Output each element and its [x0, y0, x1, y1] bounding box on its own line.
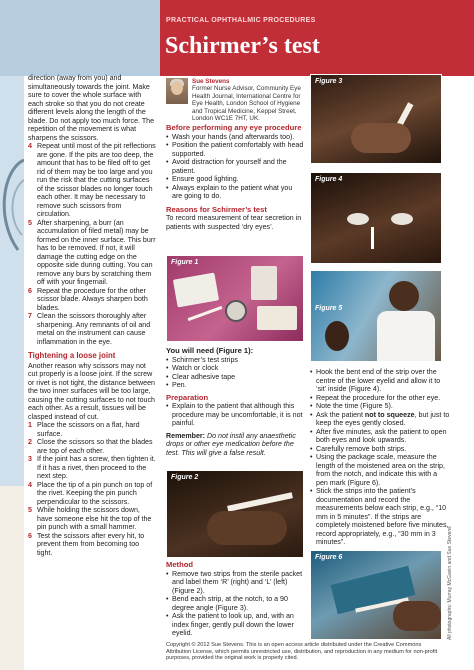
reasons-text: To record measurement of tear secretion in patients with suspected ‘dry eyes’.	[166, 214, 302, 231]
scissors-ring-graphic	[0, 150, 24, 260]
method-section	[166, 561, 304, 638]
pen	[188, 306, 223, 321]
list-item: • Explain to the patient that although this procedure may be uncomfortable, it is not painful.	[166, 402, 304, 428]
author-bio: Former Nurse Advisor, Community Eye Health Journal, International Centre for Eye Health, London School of Hygiene and Tropical Medicine, Keppel Street, London WC1E 7HT, UK.	[192, 85, 301, 123]
list-item: • Hook the bent end of the strip over the centre of the lower eyelid and allow it to ‘sit’ inside (Figure 4).	[310, 368, 450, 394]
left-photo-strip	[0, 76, 24, 486]
list-item: • Clear adhesive tape	[166, 373, 304, 382]
page-title: Schirmer’s test	[165, 33, 320, 59]
list-item: 4 Place the tip of a pin punch on top of the rivet. Keeping the pin punch perpendicular to the scissors.	[28, 480, 153, 506]
list-item: 1 Place the scissors on a flat, hard surface.	[28, 421, 140, 438]
loose-joint-intro: Another reason why scissors may not cut properly is a loose joint. If the screw or rivet is not tight, the distance between the two inner surfaces will be too large, causing the cutting surfaces to not touch each other. As a result, tissues will be clasped instead of cut.	[28, 361, 155, 421]
left-column	[0, 0, 160, 670]
list-item: • Pen.	[166, 381, 304, 390]
figure-2-photo	[166, 470, 304, 558]
figure-6-photo	[310, 550, 442, 640]
hand	[393, 601, 441, 631]
author-name: Sue Stevens	[192, 78, 230, 85]
list-item: • After five minutes, ask the patient to open both eyes and look upwards.	[310, 428, 450, 445]
copyright-notice: Copyright © 2012 Sue Stevens. This is an open access article distributed under the Creative Commons Attribution License, which permits unrestricted use, distribution, and reproduction in any medium for non-profit purposes, provided the original work is properly cited.	[166, 642, 438, 662]
article-header	[160, 0, 474, 76]
figure-5-photo	[310, 270, 442, 362]
author-photo	[166, 78, 188, 104]
tape-dispenser	[251, 266, 277, 300]
list-item: • Note the time (Figure 5).	[310, 402, 450, 411]
figure-4-label: Figure 4	[315, 176, 343, 183]
list-item: 5 While holding the scissors down, have someone else hit the top of the pin punch with a small hammer.	[28, 506, 152, 531]
before-procedure-section	[166, 124, 304, 231]
test-strips	[257, 306, 297, 330]
list-item: • Ensure good lighting.	[166, 175, 304, 184]
list-item: • Stick the strips into the patient’s documentation and record the measurements below each strip, e.g., “10 mm in 5 minutes”. If the strips are completely moistened before five minutes, record appropriately, e.g., “30 mm in 3 minutes”.	[310, 487, 450, 547]
list-item: 4 Repeat until most of the pit reflections are gone. If the pits are too deep, the amount that has to be filed off to get rid of them may be too large and you run the risk that the cutting surfaces of the scissor blades no longer touch each other. It may be necessary to remove such scissors from circulation.	[28, 142, 156, 218]
remember-text: Do not instil any anaesthetic drops or other eye medication before the test. This will give a false result.	[166, 431, 296, 457]
author-block	[192, 78, 306, 122]
list-item: 5 After sharpening, a burr (an accumulation of filed metal) may be formed on the inner surface. This burr has to be removed. If not, it will damage the cutting edge on the opposite side during cutting. You can remove any burs by scratching them off with your fingernail.	[28, 218, 156, 286]
list-item: • Bend each strip, at the notch, to a 90 degree angle (Figure 3).	[166, 595, 304, 612]
list-item: • Carefully remove both strips.	[310, 445, 450, 454]
figure-6-label: Figure 6	[315, 554, 343, 561]
method-continued	[310, 368, 450, 547]
list-item: • Schirmer’s test strips	[166, 356, 304, 365]
section-kicker: PRACTICAL OPHTHALMIC PROCEDURES	[166, 17, 316, 24]
need-section	[166, 347, 304, 457]
list-item: • Wash your hands (and afterwards too).	[166, 133, 304, 142]
before-heading: Before performing any eye procedure	[166, 123, 302, 132]
need-heading: You will need (Figure 1):	[166, 346, 254, 355]
method-heading: Method	[166, 560, 193, 569]
left-intro: direction (away from you) and simultaneously towards the joint. Make sure to cover the whole surface with each stroke so that you do not create different levels along the length of the blade. Do not apply too much force. The repetition of the movement is what sharpens the scissors.	[28, 74, 155, 142]
nurse-uniform	[377, 311, 435, 361]
list-item: 6 Repeat the procedure for the other scissor blade. Always sharpen both blades.	[28, 286, 148, 312]
list-item: • Watch or clock	[166, 364, 304, 373]
eye	[391, 213, 413, 225]
figure-3-label: Figure 3	[315, 78, 343, 85]
list-item: • Always explain to the patient what you are going to do.	[166, 184, 304, 201]
clock	[225, 300, 247, 322]
test-strip	[227, 492, 293, 512]
test-strip-packet	[173, 273, 219, 308]
list-item: • Repeat the procedure for the other eye.	[310, 394, 450, 403]
nurse-head	[389, 281, 419, 311]
eye	[347, 213, 369, 225]
figure-1-photo	[166, 255, 304, 342]
figure-1-label: Figure 1	[171, 259, 199, 266]
patient-head	[325, 321, 349, 351]
list-item: 3 If the joint has a screw, then tighten it. If it has a rivet, then proceed to the next step.	[28, 455, 156, 480]
test-strip	[371, 227, 374, 249]
figure-4-photo	[310, 172, 442, 264]
photo-credit: All photographs: Murray McGavin and Sue Stevens	[447, 526, 453, 640]
preparation-heading: Preparation	[166, 392, 209, 402]
figure-5-label: Figure 5	[315, 305, 343, 312]
list-item: • Remove two strips from the sterile packet and label them ‘R’ (right) and ‘L’ (left) (Figure 2).	[166, 570, 304, 596]
list-item: 2 Close the scissors so that the blades are top of each other.	[28, 438, 153, 455]
list-item: 6 Test the scissors after every hit, to prevent them from becoming too tight.	[28, 531, 145, 557]
list-item: 7 Clean the scissors thoroughly after sharpening. Any remnants of oil and metal on the instrument can cause inflammation in the eye.	[28, 312, 151, 346]
list-item: • Position the patient comfortably with head supported.	[166, 141, 304, 158]
list-item: • Ask the patient not to squeeze, but just to keep the eyes gently closed.	[310, 411, 450, 428]
remember-note	[166, 432, 304, 458]
hand	[207, 511, 287, 545]
remember-label: Remember:	[166, 431, 206, 440]
left-column-text	[28, 74, 156, 557]
figure-2-label: Figure 2	[171, 474, 199, 481]
list-item: • Avoid distraction for yourself and the patient.	[166, 158, 304, 175]
hand	[351, 123, 411, 153]
list-item: • Ask the patient to look up, and, with an index finger, gently pull down the lower eyelid.	[166, 612, 304, 638]
list-item: • Using the package scale, measure the length of the moistened area on the strip, from the notch, and indicate this with a pen mark (Figure 6).	[310, 453, 450, 487]
figure-3-photo	[310, 74, 442, 164]
loose-joint-heading: Tightening a loose joint	[28, 351, 116, 360]
left-header-band	[0, 0, 160, 76]
reasons-heading: Reasons for Schirmer’s test	[166, 204, 267, 214]
